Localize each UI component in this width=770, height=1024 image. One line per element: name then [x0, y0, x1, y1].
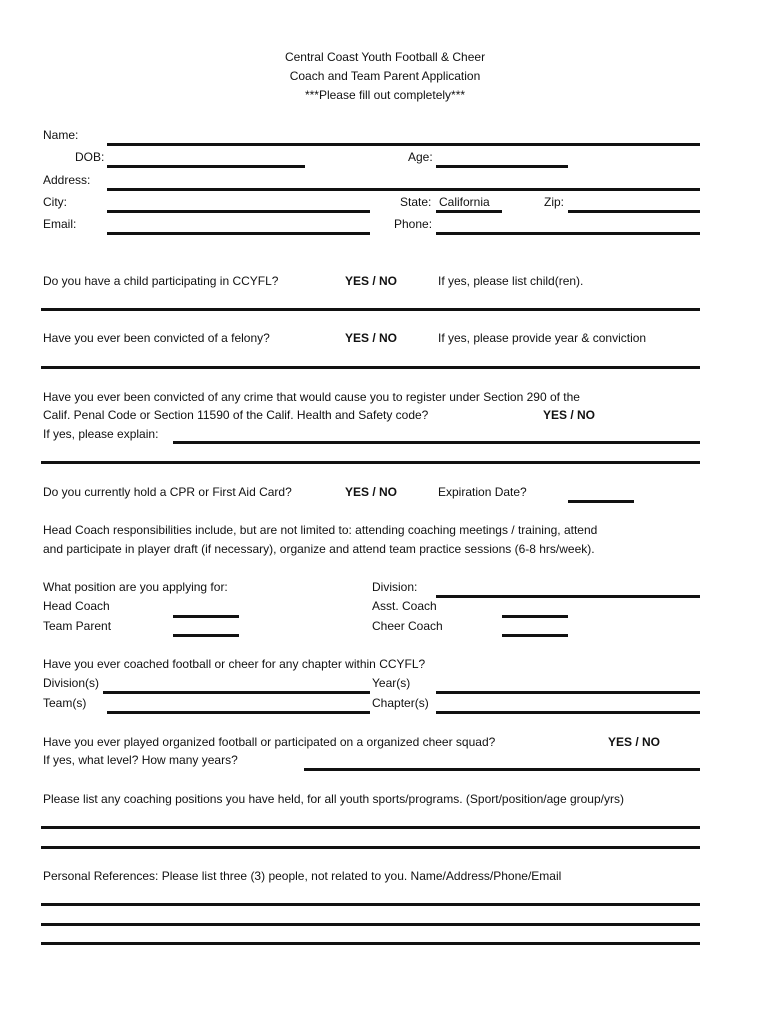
- coached-chapter-field[interactable]: [436, 711, 700, 714]
- responsibilities-line1: Head Coach responsibilities include, but are not limited to: attending coaching meetings / training, attend: [43, 523, 598, 537]
- city-label: City:: [43, 195, 67, 209]
- crime-yes-no[interactable]: YES / NO: [543, 408, 596, 422]
- form-instruction: ***Please fill out completely***: [304, 88, 466, 102]
- crime-explain-field[interactable]: [173, 441, 700, 444]
- child-yes-no[interactable]: YES / NO: [345, 274, 398, 288]
- asst-coach-field[interactable]: [502, 615, 568, 618]
- email-field[interactable]: [107, 232, 370, 235]
- name-field[interactable]: [107, 143, 700, 146]
- dob-field[interactable]: [107, 165, 305, 168]
- coached-team-label: Team(s): [43, 696, 87, 710]
- played-question: Have you ever played organized football or participated on a organized cheer squad?: [43, 735, 496, 749]
- email-label: Email:: [43, 217, 77, 231]
- cpr-expiration-label: Expiration Date?: [438, 485, 527, 499]
- state-value[interactable]: California: [439, 195, 490, 209]
- crime-question-line1: Have you ever been convicted of any crime that would cause you to register under Section 290 of the: [43, 390, 580, 404]
- coached-division-field[interactable]: [103, 691, 370, 694]
- coached-team-field[interactable]: [107, 711, 370, 714]
- address-field[interactable]: [107, 188, 700, 191]
- reference-line3[interactable]: [41, 942, 700, 945]
- felony-answer-line[interactable]: [41, 366, 700, 369]
- reference-line1[interactable]: [41, 903, 700, 906]
- felony-question: Have you ever been convicted of a felony?: [43, 331, 270, 345]
- phone-label: Phone:: [394, 217, 433, 231]
- cpr-yes-no[interactable]: YES / NO: [345, 485, 398, 499]
- cheer-coach-field[interactable]: [502, 634, 568, 637]
- team-parent-label: Team Parent: [43, 619, 112, 633]
- references-question: Personal References: Please list three (3) people, not related to you. Name/Address/Phone/Email: [43, 869, 562, 883]
- coached-question: Have you ever coached football or cheer for any chapter within CCYFL?: [43, 657, 426, 671]
- cpr-expiration-field[interactable]: [568, 500, 634, 503]
- dob-label: DOB:: [75, 150, 105, 164]
- team-parent-field[interactable]: [173, 634, 239, 637]
- name-label: Name:: [43, 128, 79, 142]
- coached-division-label: Division(s): [43, 676, 100, 690]
- state-field[interactable]: [436, 210, 502, 213]
- head-coach-field[interactable]: [173, 615, 239, 618]
- asst-coach-label: Asst. Coach: [372, 599, 437, 613]
- played-answer-field[interactable]: [304, 768, 700, 771]
- division-label: Division:: [372, 580, 418, 594]
- position-question: What position are you applying for:: [43, 580, 228, 594]
- reference-line2[interactable]: [41, 923, 700, 926]
- coached-chapter-label: Chapter(s): [372, 696, 429, 710]
- crime-question-line2: Calif. Penal Code or Section 11590 of the Calif. Health and Safety code?: [43, 408, 429, 422]
- coaching-positions-question: Please list any coaching positions you have held, for all youth sports/programs. (Sport/position/age group/yrs): [43, 792, 624, 806]
- responsibilities-line2: and participate in player draft (if necessary), organize and attend team practice sessions (6-8 hrs/week).: [43, 542, 595, 556]
- coaching-positions-line2[interactable]: [41, 846, 700, 849]
- age-label: Age:: [408, 150, 433, 164]
- child-question: Do you have a child participating in CCYFL?: [43, 274, 279, 288]
- cheer-coach-label: Cheer Coach: [372, 619, 443, 633]
- coaching-positions-line1[interactable]: [41, 826, 700, 829]
- address-label: Address:: [43, 173, 91, 187]
- child-answer-line[interactable]: [41, 308, 700, 311]
- crime-explain-label: If yes, please explain:: [43, 427, 159, 441]
- form-title: Central Coast Youth Football & Cheer: [284, 50, 486, 64]
- coached-year-field[interactable]: [436, 691, 700, 694]
- felony-followup: If yes, please provide year & conviction: [438, 331, 647, 345]
- child-followup: If yes, please list child(ren).: [438, 274, 584, 288]
- phone-field[interactable]: [436, 232, 700, 235]
- form-subtitle: Coach and Team Parent Application: [289, 69, 481, 83]
- division-field[interactable]: [436, 595, 700, 598]
- state-label: State:: [400, 195, 432, 209]
- cpr-question: Do you currently hold a CPR or First Aid Card?: [43, 485, 292, 499]
- coached-year-label: Year(s): [372, 676, 411, 690]
- age-field[interactable]: [436, 165, 568, 168]
- head-coach-label: Head Coach: [43, 599, 110, 613]
- zip-field[interactable]: [568, 210, 700, 213]
- felony-yes-no[interactable]: YES / NO: [345, 331, 398, 345]
- city-field[interactable]: [107, 210, 370, 213]
- played-yes-no[interactable]: YES / NO: [608, 735, 661, 749]
- played-followup: If yes, what level? How many years?: [43, 753, 238, 767]
- zip-label: Zip:: [544, 195, 565, 209]
- crime-explain-line2[interactable]: [41, 461, 700, 464]
